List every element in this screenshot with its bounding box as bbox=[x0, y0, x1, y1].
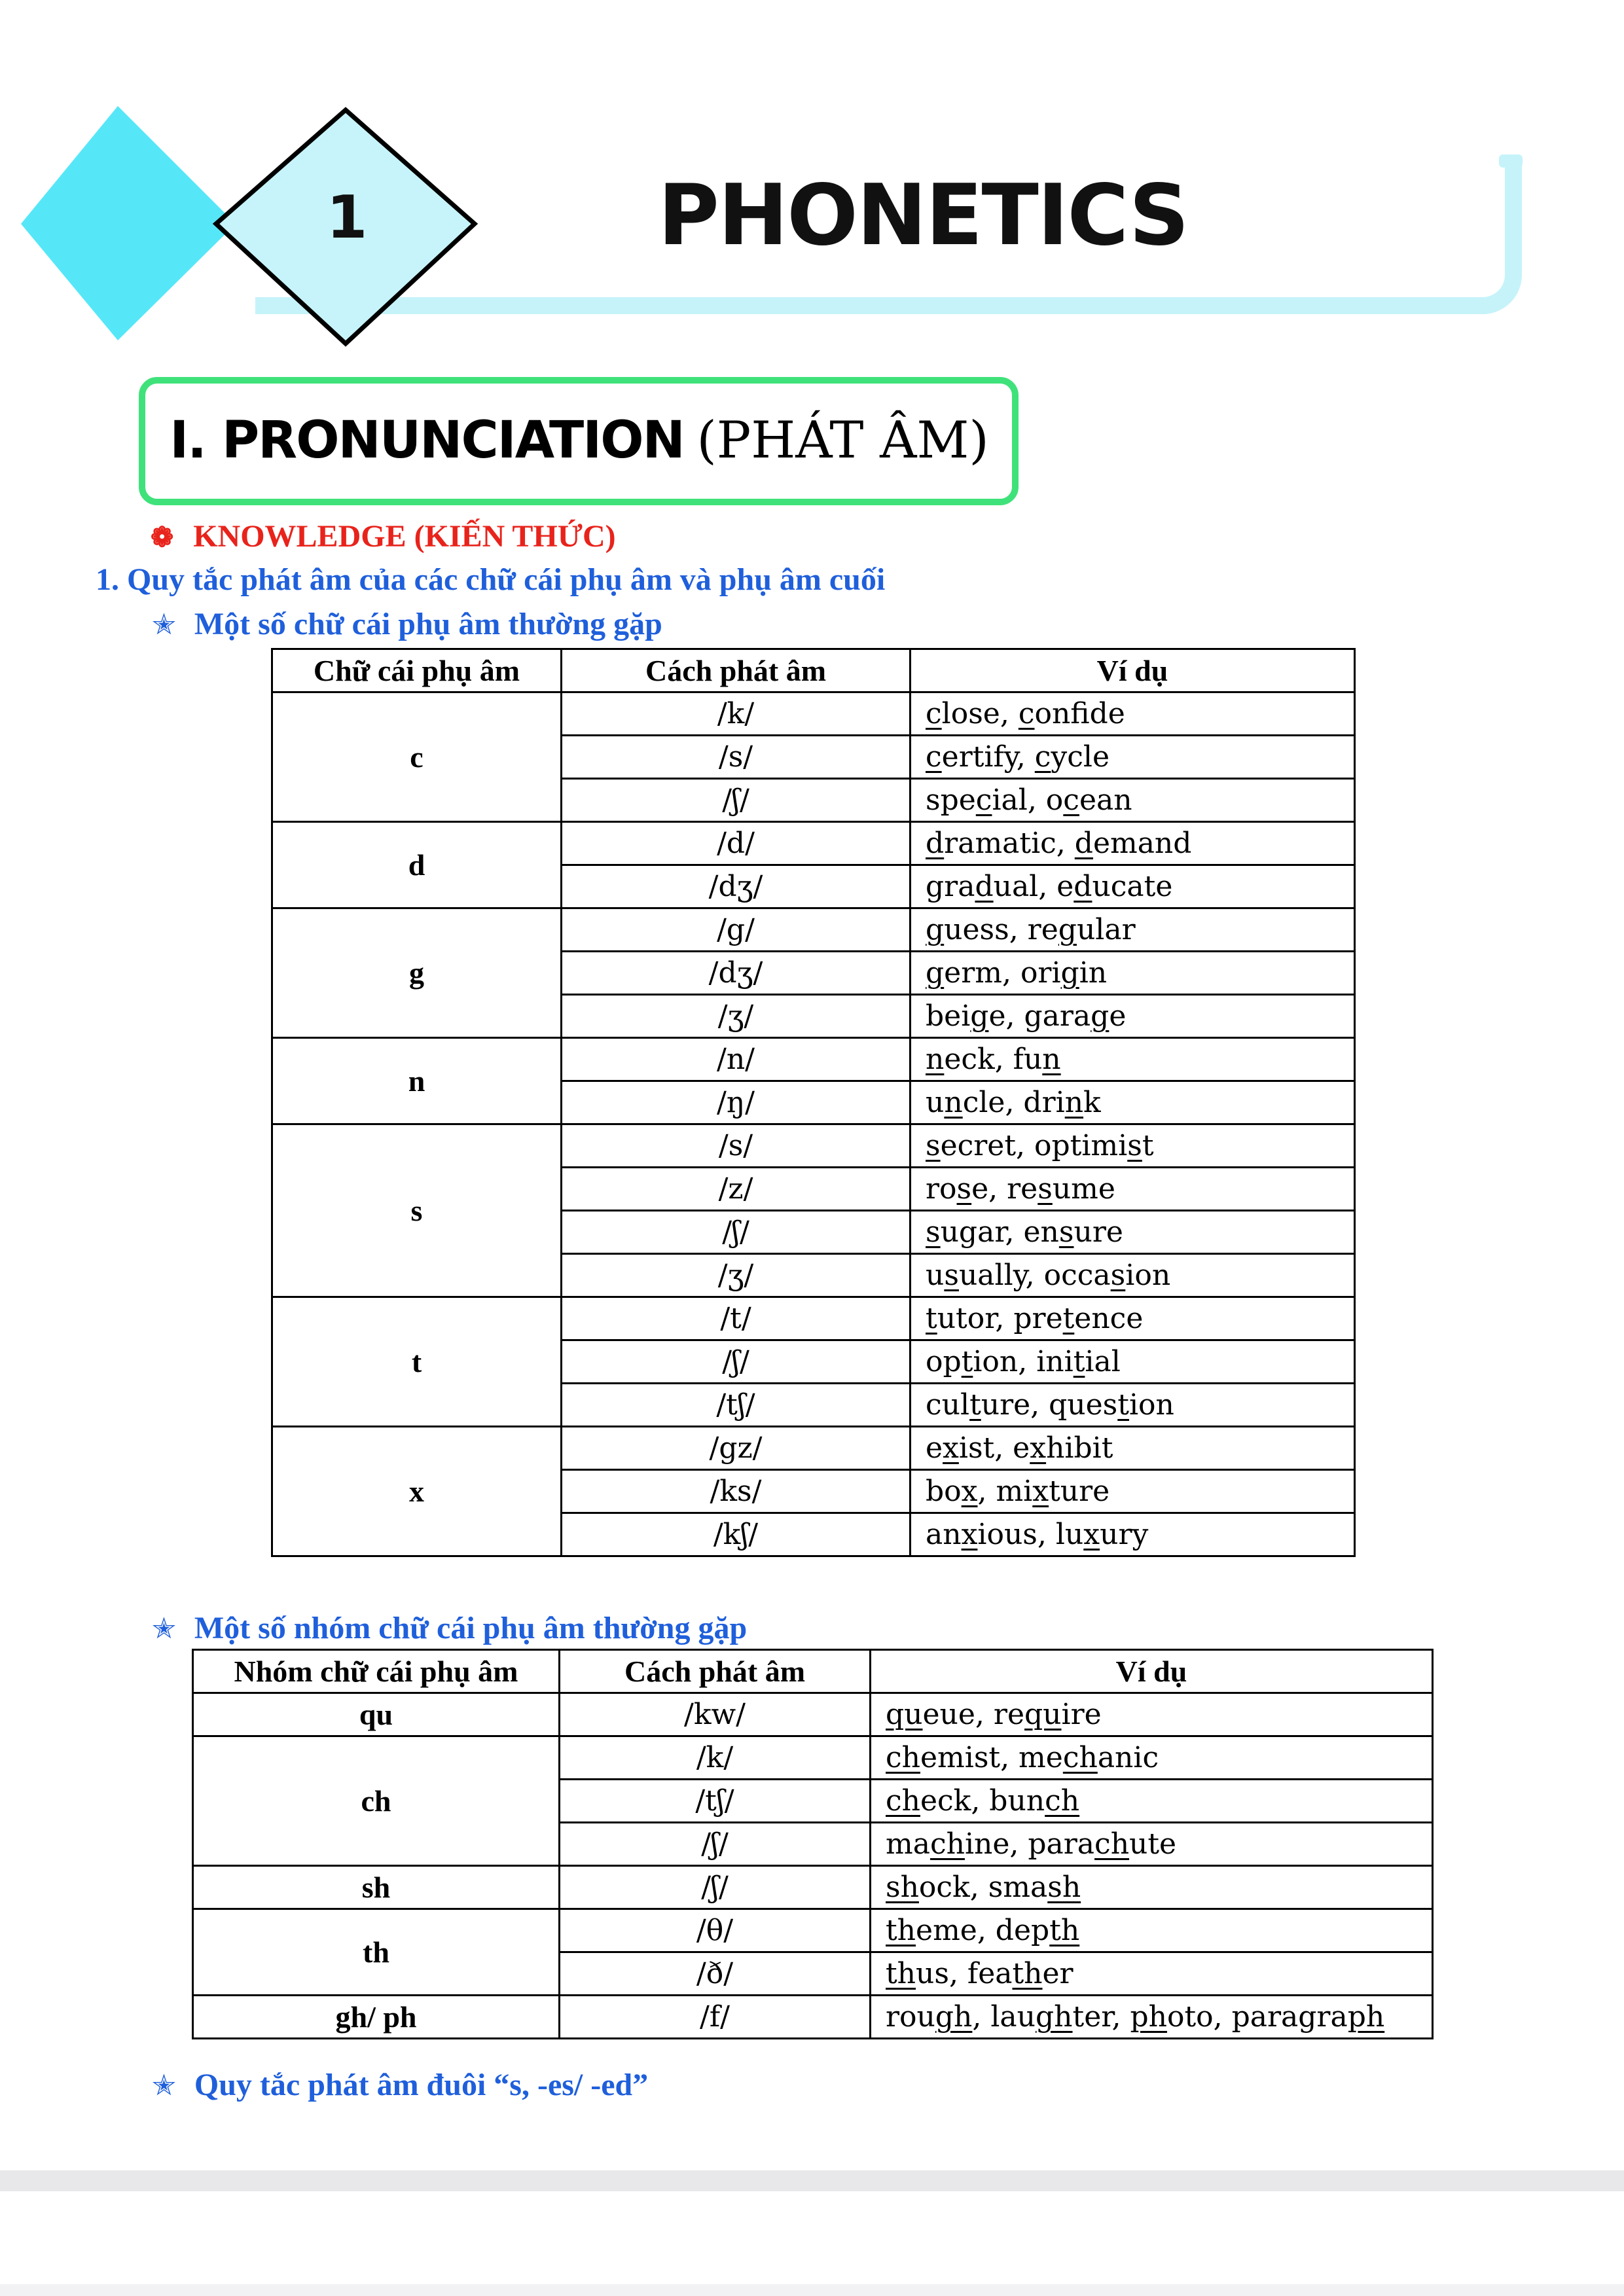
example-text: e, gara bbox=[988, 999, 1091, 1033]
underlined-letters: c bbox=[1034, 740, 1051, 774]
example-text: ular bbox=[1076, 913, 1136, 946]
example-cell bbox=[871, 1780, 1433, 1823]
example-text: cul bbox=[926, 1388, 970, 1422]
example-text: ramatic, bbox=[944, 827, 1075, 860]
example-cell bbox=[871, 1823, 1433, 1866]
pronunciation-cell: /tʃ/ bbox=[562, 1384, 911, 1427]
underlined-letters: x bbox=[1032, 1475, 1049, 1508]
example-text: ock, sma bbox=[918, 1871, 1048, 1904]
example-text: onfide bbox=[1034, 697, 1125, 730]
underlined-letters: d bbox=[926, 827, 945, 860]
example-text: eck, bun bbox=[920, 1784, 1045, 1818]
underlined-letters: g bbox=[970, 999, 989, 1033]
example-cell bbox=[911, 1297, 1355, 1340]
example-cell bbox=[911, 1384, 1355, 1427]
subheading-label: Quy tắc phát âm đuôi “s, -es/ -ed” bbox=[194, 2068, 649, 2102]
pronunciation-cell: /dʒ/ bbox=[562, 952, 911, 995]
consonant-letter-cell: d bbox=[272, 822, 562, 908]
consonant-letter-cell: s bbox=[272, 1124, 562, 1297]
pronunciation-cell: /ʒ/ bbox=[562, 1254, 911, 1297]
example-text: utor, pre bbox=[937, 1302, 1063, 1335]
consonant-letter-cell: th bbox=[193, 1909, 560, 1996]
underlined-letters: th bbox=[1012, 1957, 1043, 1990]
example-text: , lau bbox=[972, 2000, 1036, 2034]
underlined-letters: th bbox=[1049, 1914, 1080, 1947]
underlined-letters: c bbox=[926, 697, 942, 730]
example-cell bbox=[911, 1470, 1355, 1513]
example-cell bbox=[911, 865, 1355, 908]
example-cell bbox=[911, 1124, 1355, 1168]
example-cell bbox=[871, 1693, 1433, 1736]
example-text: ure bbox=[1074, 1215, 1123, 1249]
chapter-header-frame-cap bbox=[1499, 154, 1523, 168]
example-text: anic bbox=[1097, 1741, 1159, 1774]
example-text: op bbox=[926, 1345, 962, 1378]
pronunciation-cell: /kw/ bbox=[560, 1693, 871, 1736]
example-text: ro bbox=[926, 1172, 957, 1206]
underlined-letters: n bbox=[944, 1086, 963, 1119]
pronunciation-cell: /gz/ bbox=[562, 1427, 911, 1470]
example-text: ire bbox=[1061, 1698, 1102, 1731]
star-icon: ✭ bbox=[152, 1612, 176, 1645]
consonant-groups-table bbox=[192, 1649, 1434, 2039]
underlined-letters: s bbox=[944, 1259, 959, 1292]
example-cell bbox=[871, 1736, 1433, 1780]
example-text: u bbox=[926, 1086, 945, 1119]
example-text: e bbox=[926, 1431, 943, 1465]
example-cell bbox=[911, 1168, 1355, 1211]
example-text: ean bbox=[1079, 783, 1132, 817]
consonant-letters-table bbox=[271, 648, 1356, 1557]
example-cell bbox=[911, 822, 1355, 865]
underlined-letters: n bbox=[1064, 1086, 1084, 1119]
underlined-letters: ch bbox=[1045, 1784, 1080, 1818]
pronunciation-cell: /kʃ/ bbox=[562, 1513, 911, 1556]
pronunciation-cell: /tʃ/ bbox=[560, 1780, 871, 1823]
underlined-letters: ch bbox=[929, 1827, 965, 1861]
table-row bbox=[272, 1427, 1355, 1470]
example-text: cle, dri bbox=[962, 1086, 1065, 1119]
table-header-row bbox=[272, 649, 1355, 692]
example-text: ion bbox=[1128, 1388, 1174, 1422]
column-header: Cách phát âm bbox=[560, 1650, 871, 1693]
example-text: ecret, optimi bbox=[940, 1129, 1128, 1162]
example-text: ter, bbox=[1072, 2000, 1130, 2034]
subheading-consonant-groups bbox=[152, 1610, 747, 1646]
underlined-letters: sh bbox=[1047, 1871, 1081, 1904]
example-text: ugar, en bbox=[940, 1215, 1059, 1249]
example-cell bbox=[911, 952, 1355, 995]
example-text: ial bbox=[1085, 1345, 1121, 1378]
pronunciation-cell: /ʃ/ bbox=[560, 1866, 871, 1909]
example-cell bbox=[911, 779, 1355, 822]
table-row bbox=[193, 1736, 1433, 1780]
example-text: ine, para bbox=[964, 1827, 1095, 1861]
section-title-vi: (PHÁT ÂM) bbox=[696, 411, 989, 470]
example-text: bo bbox=[926, 1475, 962, 1508]
section-title-main: I. PRONUNCIATION bbox=[170, 411, 684, 470]
underlined-letters: s bbox=[1058, 1215, 1074, 1249]
example-text: u bbox=[926, 1259, 945, 1292]
example-cell bbox=[911, 1038, 1355, 1081]
underlined-letters: n bbox=[1042, 1043, 1061, 1076]
underlined-letters: ch bbox=[886, 1741, 920, 1774]
consonant-letter-cell: qu bbox=[193, 1693, 560, 1736]
column-header: Cách phát âm bbox=[562, 649, 911, 692]
pronunciation-cell: /ʃ/ bbox=[562, 779, 911, 822]
underlined-letters: ch bbox=[886, 1784, 920, 1818]
example-text: spe bbox=[926, 783, 976, 817]
pronunciation-cell: /ʃ/ bbox=[560, 1823, 871, 1866]
pronunciation-cell: /k/ bbox=[562, 692, 911, 736]
section-title bbox=[151, 411, 1008, 470]
underlined-letters: ch bbox=[1062, 1741, 1098, 1774]
pronunciation-cell: /ð/ bbox=[560, 1952, 871, 1996]
chapter-number: 1 bbox=[326, 183, 368, 252]
example-text: uess, re bbox=[944, 913, 1058, 946]
underlined-letters: t bbox=[961, 1345, 973, 1378]
table-row bbox=[193, 1693, 1433, 1736]
pronunciation-cell: /ʒ/ bbox=[562, 995, 911, 1038]
star-icon: ✭ bbox=[152, 608, 176, 641]
example-text: ually, occa bbox=[958, 1259, 1111, 1292]
example-cell bbox=[911, 908, 1355, 952]
pronunciation-cell: /k/ bbox=[560, 1736, 871, 1780]
chapter-title: PHONETICS bbox=[658, 167, 1188, 264]
underlined-letters: qu bbox=[1024, 1698, 1062, 1731]
underlined-letters: gh bbox=[935, 2000, 973, 2034]
example-text: , mi bbox=[977, 1475, 1033, 1508]
underlined-letters: s bbox=[1110, 1259, 1126, 1292]
pronunciation-cell: /t/ bbox=[562, 1297, 911, 1340]
underlined-letters: s bbox=[1038, 1172, 1053, 1206]
underlined-letters: d bbox=[975, 870, 994, 903]
chapter-badge-back-diamond bbox=[21, 106, 236, 340]
example-text: ma bbox=[886, 1827, 930, 1861]
table-row bbox=[272, 1038, 1355, 1081]
example-text: ute bbox=[1129, 1827, 1177, 1861]
example-text: an bbox=[926, 1518, 962, 1551]
consonant-letter-cell: t bbox=[272, 1297, 562, 1427]
example-text: ure, ques bbox=[981, 1388, 1118, 1422]
example-text: oto, paragra bbox=[1166, 2000, 1348, 2034]
example-text: e, re bbox=[971, 1172, 1038, 1206]
underlined-letters: g bbox=[926, 913, 945, 946]
table-row bbox=[272, 692, 1355, 736]
example-text: emist, me bbox=[920, 1741, 1063, 1774]
pronunciation-cell: /ʃ/ bbox=[562, 1211, 911, 1254]
underlined-letters: th bbox=[886, 1914, 916, 1947]
example-cell bbox=[911, 1513, 1355, 1556]
underlined-letters: th bbox=[886, 1957, 916, 1990]
underlined-letters: c bbox=[1018, 697, 1035, 730]
underlined-letters: gh bbox=[1036, 2000, 1073, 2034]
subheading-label: Một số chữ cái phụ âm thường gặp bbox=[194, 607, 662, 641]
subheading-s-es-ed-rule bbox=[152, 2067, 648, 2103]
example-cell bbox=[871, 1952, 1433, 1996]
table-row bbox=[193, 1996, 1433, 2039]
table-row bbox=[272, 1124, 1355, 1168]
underlined-letters: t bbox=[1117, 1388, 1129, 1422]
underlined-letters: x bbox=[961, 1475, 978, 1508]
example-text: ual, e bbox=[993, 870, 1074, 903]
column-header: Ví dụ bbox=[911, 649, 1355, 692]
example-text: er bbox=[1042, 1957, 1074, 1990]
underlined-letters: qu bbox=[886, 1698, 923, 1731]
example-cell bbox=[911, 1211, 1355, 1254]
underlined-letters: c bbox=[1063, 783, 1079, 817]
example-text: gra bbox=[926, 870, 975, 903]
example-cell bbox=[911, 1254, 1355, 1297]
example-text: emand bbox=[1092, 827, 1192, 860]
underlined-letters: g bbox=[1060, 956, 1079, 990]
pronunciation-cell: /dʒ/ bbox=[562, 865, 911, 908]
example-text: ial, o bbox=[992, 783, 1064, 817]
pronunciation-cell: /d/ bbox=[562, 822, 911, 865]
table-row bbox=[272, 908, 1355, 952]
knowledge-heading bbox=[151, 518, 616, 554]
subheading-label: Một số nhóm chữ cái phụ âm thường gặp bbox=[194, 1611, 748, 1645]
underlined-letters: t bbox=[926, 1302, 937, 1335]
knowledge-label: KNOWLEDGE (KIẾN THỨC) bbox=[193, 519, 616, 554]
example-cell bbox=[871, 1866, 1433, 1909]
example-text: k bbox=[1083, 1086, 1101, 1119]
example-text: ume bbox=[1052, 1172, 1115, 1206]
underlined-letters: t bbox=[969, 1388, 981, 1422]
column-header: Ví dụ bbox=[871, 1650, 1433, 1693]
example-text: ion, ini bbox=[973, 1345, 1074, 1378]
example-text: eue, re bbox=[922, 1698, 1024, 1731]
underlined-letters: s bbox=[1127, 1129, 1142, 1162]
consonant-letter-cell: c bbox=[272, 692, 562, 822]
example-text: eck, fu bbox=[944, 1043, 1043, 1076]
table-row bbox=[193, 1909, 1433, 1952]
underlined-letters: c bbox=[926, 740, 942, 774]
example-text: ence bbox=[1074, 1302, 1144, 1335]
example-text: bei bbox=[926, 999, 971, 1033]
example-text: us, fea bbox=[916, 1957, 1013, 1990]
underlined-letters: g bbox=[1058, 913, 1077, 946]
underlined-letters: s bbox=[926, 1129, 941, 1162]
consonant-letter-cell: n bbox=[272, 1038, 562, 1124]
footer-line bbox=[0, 2284, 1624, 2296]
example-text: rou bbox=[886, 2000, 935, 2034]
example-text: lose, bbox=[941, 697, 1019, 730]
underlined-letters: s bbox=[956, 1172, 972, 1206]
example-cell bbox=[911, 995, 1355, 1038]
example-text: ion bbox=[1125, 1259, 1171, 1292]
column-header: Nhóm chữ cái phụ âm bbox=[193, 1650, 560, 1693]
underlined-letters: g bbox=[926, 956, 945, 990]
table-row bbox=[272, 1297, 1355, 1340]
example-cell bbox=[911, 736, 1355, 779]
example-text: hibit bbox=[1046, 1431, 1113, 1465]
underlined-letters: x bbox=[1083, 1518, 1100, 1551]
example-cell bbox=[871, 1996, 1433, 2039]
example-cell bbox=[871, 1909, 1433, 1952]
pronunciation-cell: /s/ bbox=[562, 1124, 911, 1168]
underlined-letters: c bbox=[975, 783, 992, 817]
rule-heading: 1. Quy tắc phát âm của các chữ cái phụ âm và phụ âm cuối bbox=[96, 562, 886, 597]
underlined-letters: g bbox=[1091, 999, 1110, 1033]
example-text: ucate bbox=[1092, 870, 1173, 903]
example-text: erm, ori bbox=[944, 956, 1061, 990]
example-text: ertify, bbox=[941, 740, 1035, 774]
example-text: ious, lu bbox=[977, 1518, 1084, 1551]
pronunciation-cell: /θ/ bbox=[560, 1909, 871, 1952]
gear-icon: ❁ bbox=[151, 523, 174, 553]
star-icon: ✭ bbox=[152, 2069, 176, 2102]
pronunciation-cell: /z/ bbox=[562, 1168, 911, 1211]
footer-band bbox=[0, 2170, 1624, 2191]
example-cell bbox=[911, 1340, 1355, 1384]
example-text: t bbox=[1142, 1129, 1154, 1162]
example-cell bbox=[911, 1081, 1355, 1124]
pronunciation-cell: /ks/ bbox=[562, 1470, 911, 1513]
consonant-letter-cell: x bbox=[272, 1427, 562, 1556]
underlined-letters: x bbox=[1030, 1431, 1047, 1465]
column-header: Chữ cái phụ âm bbox=[272, 649, 562, 692]
example-cell bbox=[911, 1427, 1355, 1470]
pronunciation-cell: /ŋ/ bbox=[562, 1081, 911, 1124]
consonant-letter-cell: ch bbox=[193, 1736, 560, 1866]
example-text: ture bbox=[1049, 1475, 1110, 1508]
underlined-letters: ph bbox=[1347, 2000, 1385, 2034]
example-text: in bbox=[1079, 956, 1108, 990]
pronunciation-cell: /n/ bbox=[562, 1038, 911, 1081]
example-text: eme, dep bbox=[916, 1914, 1050, 1947]
example-cell bbox=[911, 692, 1355, 736]
pronunciation-cell: /ʃ/ bbox=[562, 1340, 911, 1384]
pronunciation-cell: /f/ bbox=[560, 1996, 871, 2039]
subheading-consonant-letters bbox=[152, 606, 662, 642]
pronunciation-cell: /s/ bbox=[562, 736, 911, 779]
underlined-letters: x bbox=[961, 1518, 978, 1551]
underlined-letters: d bbox=[1074, 870, 1092, 903]
example-text: ycle bbox=[1051, 740, 1110, 774]
table-row bbox=[272, 822, 1355, 865]
example-text: e bbox=[1109, 999, 1127, 1033]
underlined-letters: ph bbox=[1130, 2000, 1167, 2034]
example-text: ury bbox=[1100, 1518, 1149, 1551]
underlined-letters: t bbox=[1073, 1345, 1085, 1378]
underlined-letters: n bbox=[926, 1043, 945, 1076]
underlined-letters: s bbox=[926, 1215, 941, 1249]
underlined-letters: sh bbox=[886, 1871, 919, 1904]
underlined-letters: d bbox=[1074, 827, 1093, 860]
underlined-letters: t bbox=[1062, 1302, 1075, 1335]
consonant-letter-cell: g bbox=[272, 908, 562, 1038]
pronunciation-cell: /g/ bbox=[562, 908, 911, 952]
table-header-row bbox=[193, 1650, 1433, 1693]
underlined-letters: x bbox=[943, 1431, 959, 1465]
chapter-badge bbox=[0, 0, 497, 367]
underlined-letters: ch bbox=[1094, 1827, 1130, 1861]
example-text: ist, e bbox=[958, 1431, 1030, 1465]
consonant-letter-cell: sh bbox=[193, 1866, 560, 1909]
table-row bbox=[193, 1866, 1433, 1909]
consonant-letter-cell: gh/ ph bbox=[193, 1996, 560, 2039]
